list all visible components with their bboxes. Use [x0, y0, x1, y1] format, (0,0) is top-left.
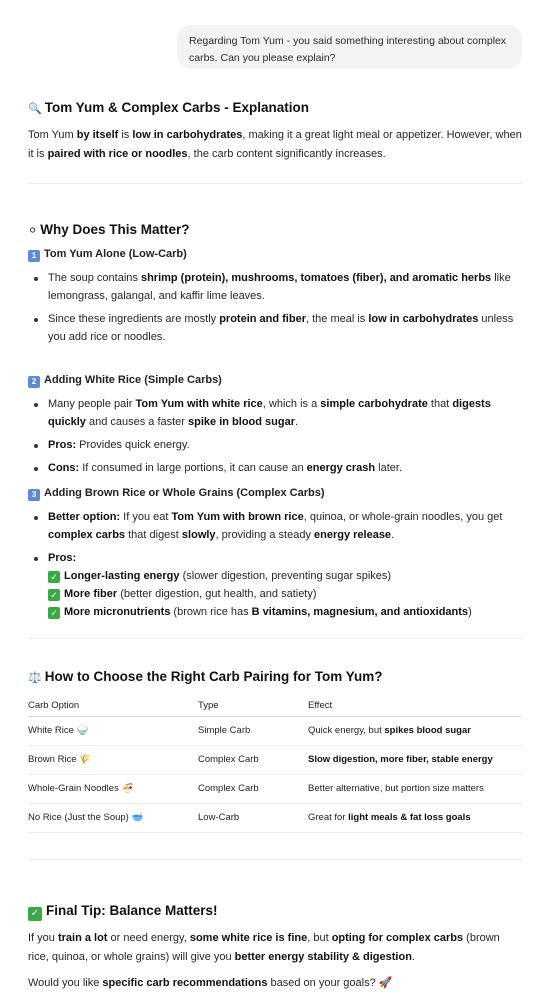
section-title-final-tip: ✓ Final Tip: Balance Matters! — [28, 901, 522, 921]
table-cell-type: Low-Carb — [198, 803, 308, 832]
carb-pairing-table — [28, 696, 522, 833]
divider — [28, 183, 522, 184]
list-item: Cons: If consumed in large portions, it can cause an energy crash later. — [28, 459, 522, 477]
column-header: Effect — [308, 696, 522, 716]
table-cell-type: Complex Carb — [198, 745, 308, 774]
pro-line: ✓ Longer-lasting energy (slower digestion, preventing sugar spikes) — [48, 567, 522, 585]
list-item: Better option: If you eat Tom Yum with brown rice, quinoa, or whole-grain noodles, you get complex carbs that digest slowly, providing a steady energy release. — [28, 508, 522, 544]
pro-line: ✓ More micronutrients (brown rice has B vitamins, magnesium, and antioxidants) — [48, 603, 522, 621]
brown-rice-bullet-list — [28, 508, 522, 621]
table-cell-option: Whole-Grain Noodles 🍜 — [28, 774, 198, 803]
table-cell-effect: Better alternative, but portion size matters — [308, 774, 522, 803]
alone-bullet-list — [28, 269, 522, 346]
divider — [28, 638, 522, 639]
scales-icon: ⚖️ — [28, 672, 42, 684]
table-cell-option: Brown Rice 🌾 — [28, 745, 198, 774]
white-circle-icon: ⚪ — [28, 225, 38, 237]
rice-bowl-icon: 🍚 — [76, 725, 89, 736]
list-item: Pros: Provides quick energy. — [28, 436, 522, 454]
divider — [28, 859, 522, 860]
check-icon: ✓ — [48, 571, 60, 583]
user-message-text: Regarding Tom Yum - you said something interesting about complex carbs. Can you please explain? — [189, 35, 507, 64]
follow-up-question: Would you like specific carb recommendations based on your goals? 🚀 — [28, 976, 393, 989]
rocket-icon: 🚀 — [378, 976, 393, 989]
subsection-title-white-rice: 2 Adding White Rice (Simple Carbs) — [28, 372, 522, 388]
soup-bowl-icon: 🥣 — [131, 812, 144, 823]
table-cell-effect: Quick energy, but spikes blood sugar — [308, 716, 522, 745]
table-row — [28, 774, 522, 803]
subsection-title-brown-rice: 3 Adding Brown Rice or Whole Grains (Complex Carbs) — [28, 485, 522, 501]
table-cell-type: Simple Carb — [198, 716, 308, 745]
table-cell-effect: Great for light meals & fat loss goals — [308, 803, 522, 832]
intro-paragraph: Tom Yum by itself is low in carbohydrates, making it a great light meal or appetizer. However, when it is paired with rice or noodles, the carb content significantly increases. — [28, 129, 522, 160]
grain-icon: 🌾 — [79, 754, 92, 765]
assistant-response — [28, 94, 522, 993]
noodle-bowl-icon: 🍜 — [121, 783, 134, 794]
subsection-title-alone: 1 Tom Yum Alone (Low-Carb) — [28, 246, 522, 262]
final-tip-paragraph: If you train a lot or need energy, some white rice is fine, but opting for complex carbs (brown rice, quinoa, or whole grains) will give you better energy stability & digestion. — [28, 931, 500, 963]
table-cell-option: No Rice (Just the Soup) 🥣 — [28, 803, 198, 832]
table-cell-type: Complex Carb — [198, 774, 308, 803]
table-row — [28, 803, 522, 832]
number-three-icon: 3 — [28, 489, 40, 501]
magnifier-icon: 🔍 — [28, 103, 42, 115]
table-row — [28, 716, 522, 745]
list-item: Many people pair Tom Yum with white rice, which is a simple carbohydrate that digests quickly and causes a faster spike in blood sugar. — [28, 395, 522, 431]
check-icon: ✓ — [48, 607, 60, 619]
list-item: The soup contains shrimp (protein), mushrooms, tomatoes (fiber), and aromatic herbs like lemongrass, galangal, and kaffir lime leaves. — [28, 269, 522, 305]
pro-line: ✓ More fiber (better digestion, gut health, and satiety) — [48, 585, 522, 603]
list-item: Since these ingredients are mostly protein and fiber, the meal is low in carbohydrates unless you add rice or noodles. — [28, 310, 522, 346]
white-rice-bullet-list — [28, 395, 522, 477]
check-icon: ✓ — [28, 907, 42, 921]
section-title-explanation: 🔍 Tom Yum & Complex Carbs - Explanation — [28, 98, 522, 119]
column-header: Carb Option — [28, 696, 198, 716]
table-row — [28, 745, 522, 774]
number-one-icon: 1 — [28, 250, 40, 262]
number-two-icon: 2 — [28, 376, 40, 388]
list-item: Pros: ✓ Longer-lasting energy (slower digestion, preventing sugar spikes) ✓ More fiber (better digestion, gut health, and satiety) ✓ More micronutrients (brown rice has B vitamins, magnesium, and antioxidants) — [28, 549, 522, 621]
section-title-why: ⚪ Why Does This Matter? — [28, 220, 522, 241]
user-message-bubble — [177, 25, 522, 69]
check-icon: ✓ — [48, 589, 60, 601]
column-header: Type — [198, 696, 308, 716]
table-cell-option: White Rice 🍚 — [28, 716, 198, 745]
section-title-choose: ⚖️ How to Choose the Right Carb Pairing for Tom Yum? — [28, 667, 522, 688]
table-header-row — [28, 696, 522, 716]
table-cell-effect: Slow digestion, more fiber, stable energy — [308, 745, 522, 774]
